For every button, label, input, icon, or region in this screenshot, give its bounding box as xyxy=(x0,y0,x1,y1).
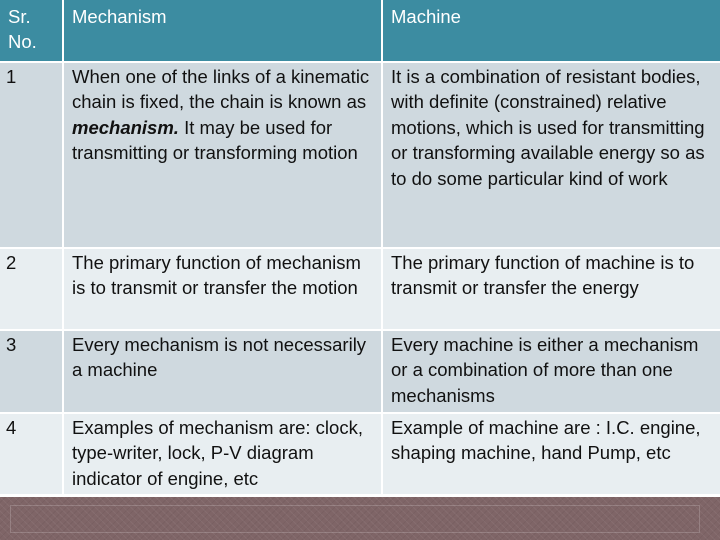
table-row xyxy=(0,331,720,414)
row-mechanism-cell: Every mechanism is not necessarily a machine xyxy=(64,331,383,414)
row-machine-cell: Every machine is either a mechanism or a combination of more than one mechanisms xyxy=(383,331,720,414)
table-row xyxy=(0,63,720,249)
mechanism-text-continued: It may be used for transmitting or transforming motion xyxy=(72,116,358,164)
mechanism-text: When one of the links of a kinematic chain is fixed, the chain is known as xyxy=(72,66,370,113)
header-sr-no: Sr. No. xyxy=(0,0,64,63)
row-mechanism-cell: Examples of mechanism are: clock, type-writer, lock, P-V diagram indicator of engine, etc xyxy=(64,414,383,496)
row-machine-cell: Example of machine are : I.C. engine, shaping machine, hand Pump, etc xyxy=(383,414,720,496)
table-row xyxy=(0,249,720,331)
row-mechanism-cell xyxy=(64,63,383,249)
table-header xyxy=(0,0,720,63)
row-machine-cell: It is a combination of resistant bodies, with definite (constrained) relative motions, which is used for transmitting or transforming available energy so as to do some particular kind of work xyxy=(383,63,720,249)
table-body xyxy=(0,63,720,496)
row-sr-cell: 1 xyxy=(0,63,64,249)
row-mechanism-cell: The primary function of mechanism is to transmit or transfer the motion xyxy=(64,249,383,331)
row-sr-cell: 3 xyxy=(0,331,64,414)
row-machine-cell: The primary function of machine is to transmit or transfer the energy xyxy=(383,249,720,331)
header-row xyxy=(0,0,720,63)
row-sr-cell: 4 xyxy=(0,414,64,496)
header-machine: Machine xyxy=(383,0,720,63)
table-row xyxy=(0,414,720,496)
row-sr-cell: 2 xyxy=(0,249,64,331)
footer-decorative-band xyxy=(0,497,720,540)
header-mechanism: Mechanism xyxy=(64,0,383,63)
mechanism-keyword: mechanism. xyxy=(72,116,179,138)
footer-inner-frame xyxy=(10,505,700,533)
